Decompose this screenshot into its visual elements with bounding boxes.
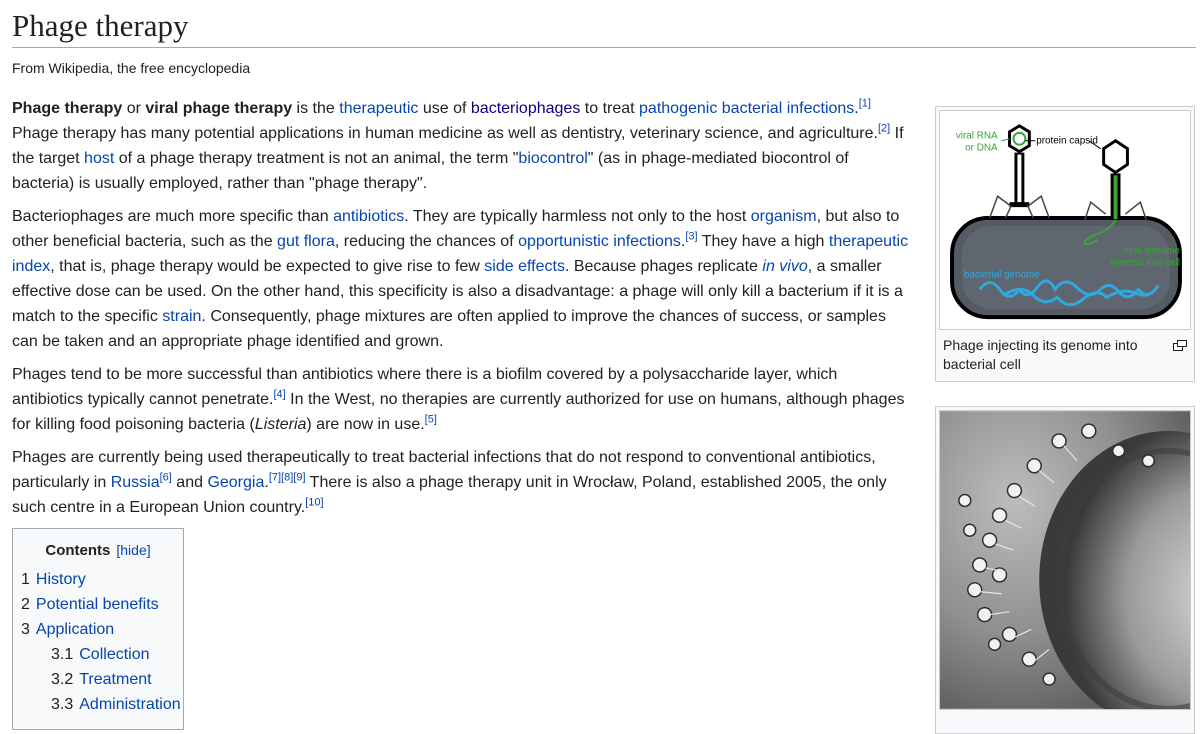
text: , reducing the chances of xyxy=(334,233,519,250)
toc-number: 3.2 xyxy=(51,671,74,688)
ref-10[interactable]: [10] xyxy=(305,496,324,509)
ref-8[interactable]: [8] xyxy=(281,471,294,484)
toc-link[interactable]: Application xyxy=(35,621,115,638)
bold-term: viral phage therapy xyxy=(145,100,293,117)
paragraph-2 xyxy=(12,204,912,354)
phage-micrograph-image[interactable] xyxy=(939,410,1191,710)
phage-2-capsid xyxy=(1104,141,1128,173)
toc-link[interactable]: History xyxy=(35,571,86,588)
paragraph-3 xyxy=(12,362,912,437)
text: Phages tend to be more successful than antibiotics where there is a biofilm covered by a polysaccharide layer, which antibiotics typically cannot penetrate. xyxy=(12,366,838,408)
page-title: Phage therapy xyxy=(12,6,1196,48)
link-georgia[interactable]: Georgia xyxy=(207,474,265,491)
ref-7[interactable]: [7] xyxy=(268,471,282,484)
phage-1-tail-core xyxy=(1017,155,1021,203)
text: . Consequently, phage mixtures are often applied to improve the chances of success, or samples can be taken and an appropriate phage identified and grown. xyxy=(12,308,886,350)
toc-link[interactable]: Administration xyxy=(79,696,181,713)
ref-sup xyxy=(269,472,306,484)
ref-sup xyxy=(685,231,697,243)
toc-link[interactable]: Potential benefits xyxy=(35,596,159,613)
toc-item-administration[interactable] xyxy=(13,692,183,717)
link-strain[interactable]: strain xyxy=(162,308,202,325)
ref-6[interactable]: [6] xyxy=(159,471,172,484)
toc-number: 1 xyxy=(21,571,30,588)
ref-4[interactable]: [4] xyxy=(273,388,286,401)
text: . They are typically harmless not only to the host xyxy=(404,208,751,225)
toc-hide-toggle[interactable]: [hide] xyxy=(116,542,151,558)
figure-phage-injection xyxy=(935,106,1195,382)
text: of a phage therapy treatment is not an animal, the term " xyxy=(114,150,519,167)
toc-item-history[interactable] xyxy=(13,567,183,592)
toc-number: 3.1 xyxy=(51,646,74,663)
link-therapeutic[interactable]: therapeutic xyxy=(339,100,419,117)
article-body xyxy=(12,96,912,730)
ref-5[interactable]: [5] xyxy=(424,413,437,426)
text: use of xyxy=(418,100,471,117)
text: " (as in phage-mediated biocontrol of bacteria) is usually employed, rather than "phage therapy". xyxy=(12,150,849,192)
magnify-clip-icon[interactable] xyxy=(1173,337,1187,356)
text: In the West, no therapies are currently authorized for use on humans, although phages for killing food poisoning bacteria ( xyxy=(12,391,905,433)
bold-term: Phage therapy xyxy=(12,100,123,117)
link-side-effects[interactable]: side effects xyxy=(484,258,565,275)
phage-1-baseplate xyxy=(1010,202,1030,207)
text: , but also to other beneficial bacteria, such as the xyxy=(12,208,900,250)
site-tagline: From Wikipedia, the free encyclopedia xyxy=(12,60,251,76)
toc-number: 3 xyxy=(21,621,30,638)
text: There is also a phage therapy unit in Wrocław, Poland, established 2005, the only such centre in a European Union country. xyxy=(12,474,887,516)
ref-sup xyxy=(878,123,890,135)
toc-list xyxy=(13,567,183,717)
link-host[interactable]: host xyxy=(84,150,115,167)
ref-1[interactable]: [1] xyxy=(858,97,871,110)
text: . xyxy=(854,100,859,117)
link-biocontrol[interactable]: biocontrol xyxy=(518,150,588,167)
toc-title: Contents xyxy=(45,542,111,559)
link-russia[interactable]: Russia xyxy=(110,474,160,491)
text: Phage therapy has many potential applications in human medicine as well as dentistry, veterinary science, and agriculture. xyxy=(12,125,878,142)
toc-header xyxy=(13,538,183,563)
paragraph-1 xyxy=(12,96,912,196)
toc-item-collection[interactable] xyxy=(13,642,183,667)
link-opportunistic-infections[interactable]: opportunistic infections xyxy=(518,233,681,250)
toc-link[interactable]: Treatment xyxy=(79,671,152,688)
label-protein-capsid: protein capsid xyxy=(1036,135,1098,147)
link-gut-flora[interactable]: gut flora xyxy=(277,233,335,250)
link-pathogenic[interactable]: pathogenic xyxy=(639,100,718,117)
text: . Because phages replicate xyxy=(564,258,763,275)
toc-number: 3.3 xyxy=(51,696,74,713)
text: They have a high xyxy=(697,233,829,250)
text: If the target xyxy=(12,125,904,167)
link-in-vivo-text: in vivo xyxy=(762,258,808,275)
phage-injection-diagram[interactable] xyxy=(939,110,1191,330)
ref-sup xyxy=(273,389,285,401)
ref-sup xyxy=(305,497,323,509)
ref-2[interactable]: [2] xyxy=(877,122,891,135)
table-of-contents xyxy=(12,528,184,730)
text: or xyxy=(122,100,146,117)
text: Bacteriophages are much more specific than xyxy=(12,208,334,225)
link-antibiotics[interactable]: antibiotics xyxy=(333,208,405,225)
toc-number: 2 xyxy=(21,596,30,613)
text: , a smaller effective dose can be used. On the other hand, this specificity is also a disadvantage: a phage will only kill a bacterium if it is a match to the specific xyxy=(12,258,903,325)
figure-caption xyxy=(939,330,1191,374)
ref-3[interactable]: [3] xyxy=(685,230,698,243)
ref-9[interactable]: [9] xyxy=(293,471,306,484)
label-viral-genome: viral genome xyxy=(1123,245,1180,257)
link-bacterial-infections[interactable]: bacterial infections xyxy=(721,100,855,117)
label-injected-into-cell: injected into cell xyxy=(1109,257,1180,269)
text: . xyxy=(680,233,686,250)
text: is the xyxy=(292,100,340,117)
label-viral-rna: viral RNA xyxy=(955,130,998,142)
text: . xyxy=(264,474,269,491)
ref-sup xyxy=(859,98,871,110)
toc-item-treatment[interactable] xyxy=(13,667,183,692)
label-bacterial-genome: bacterial genome xyxy=(963,269,1040,281)
ref-sup xyxy=(160,472,172,484)
text: ) are now in use. xyxy=(306,416,425,433)
label-or-dna: or DNA xyxy=(965,142,998,154)
link-therapeutic-index[interactable]: therapeutic index xyxy=(12,233,909,275)
italic-listeria: Listeria xyxy=(254,416,307,433)
figure-micrograph xyxy=(935,406,1195,734)
toc-link[interactable]: Collection xyxy=(79,646,150,663)
text: and xyxy=(171,474,208,491)
phage-2-injection xyxy=(1114,175,1118,219)
toc-item-application[interactable] xyxy=(13,617,183,642)
text: Phages are currently being used therapeutically to treat bacterial infections that do not respond to conventional antibiotics, particularly in xyxy=(12,449,876,491)
toc-item-potential-benefits[interactable] xyxy=(13,592,183,617)
caption-text: Phage injecting its genome into bacterial cell xyxy=(943,337,1138,372)
link-bacteriophages[interactable]: bacteriophages xyxy=(470,100,581,117)
link-in-vivo[interactable] xyxy=(762,258,807,275)
text: , that is, phage therapy would be expected to give rise to few xyxy=(50,258,485,275)
link-organism[interactable]: organism xyxy=(750,208,817,225)
paragraph-4 xyxy=(12,445,912,520)
text: to treat xyxy=(580,100,640,117)
ref-sup xyxy=(425,414,437,426)
